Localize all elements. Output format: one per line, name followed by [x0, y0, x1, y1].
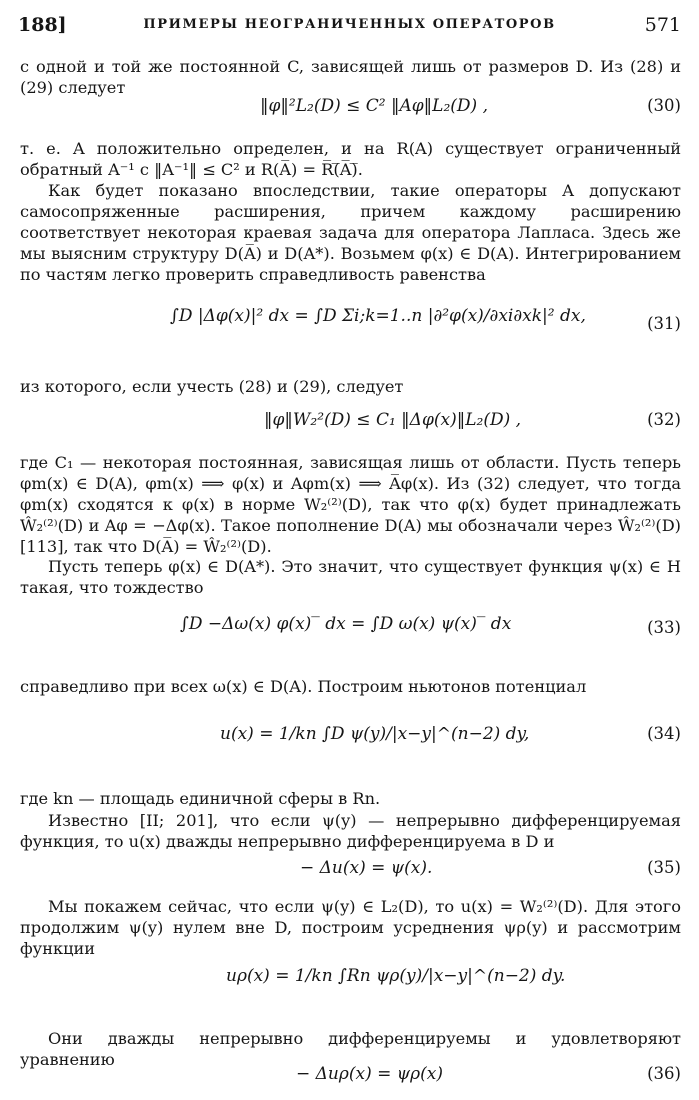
equation-formula: [300, 858, 432, 878]
formula-text: − Δu(x) = ψ(x).: [300, 858, 433, 878]
equation-31: [20, 292, 681, 364]
equation-formula: [170, 306, 586, 326]
paragraph-7: [20, 676, 681, 697]
paragraph-4: [20, 376, 681, 397]
equation-formula: [296, 1064, 443, 1084]
paragraph-9: [20, 810, 681, 852]
section-number: 188]: [18, 14, 67, 36]
paragraph-3: [20, 180, 681, 285]
equation-34: [20, 708, 681, 770]
formula-text: uρ(x) = 1/kn ∫Rn ψρ(y)/|x−y|^(n−2) dy.: [226, 966, 566, 986]
equation-formula: [220, 724, 529, 744]
equation-35: [20, 858, 681, 884]
equation-36: [20, 1064, 681, 1090]
equation-number: (30): [647, 96, 681, 115]
paragraph-text: где C₁ — некоторая постоянная, зависящая лишь от области. Пусть теперь φm(x) ∈ D(A), φm(x) ⟹ φ(x) и Aφm(x) ⟹ A̅φ(x). Из (32) следует, что тогда φm(x) сходятся к φ(x) в норме W₂⁽²⁾(D), так что φ(x) будет принадлежать Ŵ₂⁽²⁾(D) и Aφ = −Δφ(x). Такое пополнение D(A) мы обозначали через Ŵ₂⁽²⁾(D) [113], так что D(A̅) = Ŵ₂⁽²⁾(D).: [20, 453, 681, 556]
equation-number: (34): [647, 724, 681, 743]
paragraph-8: [20, 788, 681, 809]
paragraph-6: [20, 556, 681, 598]
formula-text: ∫D −Δω(x) φ(x)‾ dx = ∫D ω(x) ψ(x)‾ dx: [180, 614, 512, 634]
paragraph-2: [20, 138, 681, 180]
paragraph-text: Они дважды непрерывно дифференцируемы и удовлетворяют уравнению: [20, 1029, 681, 1069]
paragraph-text: из которого, если учесть (28) и (29), следует: [20, 377, 404, 396]
page-number: 571: [644, 14, 681, 36]
equation-number: (36): [647, 1064, 681, 1083]
equation-formula: [226, 966, 565, 986]
paragraph-text: Пусть теперь φ(x) ∈ D(A*). Это значит, что существует функция ψ(x) ∈ H такая, что тождество: [20, 557, 681, 597]
formula-text: ‖φ‖W₂²(D) ≤ C₁ ‖Δφ(x)‖L₂(D) ,: [264, 410, 522, 430]
equation-formula: [260, 96, 488, 116]
equation-number: (31): [647, 314, 681, 333]
equation-formula: [264, 410, 521, 430]
formula-text: ∫D |Δφ(x)|² dx = ∫D Σi;k=1..n |∂²φ(x)/∂xi∂xk|² dx,: [170, 306, 586, 326]
equation-32: [20, 410, 681, 440]
equation-number: (32): [647, 410, 681, 429]
paragraph-5: [20, 452, 681, 557]
page-header: [18, 14, 681, 38]
paragraph-text: Мы покажем сейчас, что если ψ(y) ∈ L₂(D), то u(x) = W₂⁽²⁾(D). Для этого продолжим ψ(y) нулем вне D, построим усреднения ψρ(y) и рассмотрим функции: [20, 897, 681, 958]
paragraph-text: Известно [II; 201], что если ψ(y) — непрерывно дифференцируемая функция, то u(x) дважды непрерывно дифференцируема в D и: [20, 811, 681, 851]
paragraph-10: [20, 896, 681, 959]
paragraph-text: т. е. A положительно определен, и на R(A) существует ограниченный обратный A⁻¹ с ‖A⁻¹‖ ≤ C² и R(A̅) = R̅(̅A̅)̅.: [20, 139, 681, 179]
equation-formula: [180, 614, 511, 634]
equation-u-rho: [20, 954, 681, 1014]
equation-30: [20, 96, 681, 122]
running-title: ПРИМЕРЫ НЕОГРАНИЧЕННЫХ ОПЕРАТОРОВ: [143, 17, 556, 32]
formula-text: − Δuρ(x) = ψρ(x): [296, 1064, 443, 1084]
formula-text: u(x) = 1/kn ∫D ψ(y)/|x−y|^(n−2) dy,: [220, 724, 530, 744]
paragraph-text: где kn — площадь единичной сферы в Rn.: [20, 789, 381, 808]
paragraph-text: с одной и той же постоянной C, зависящей лишь от размеров D. Из (28) и (29) следует: [20, 57, 681, 97]
equation-33: [20, 600, 681, 662]
equation-number: (35): [647, 858, 681, 877]
equation-number: (33): [647, 618, 681, 637]
paragraph-text: справедливо при всех ω(x) ∈ D(A). Построим ньютонов потенциал: [20, 677, 587, 696]
paragraph-1: [20, 56, 681, 98]
paragraph-text: Как будет показано впоследствии, такие операторы A допускают самосопряженные расширения, причем каждому расширению соответствует некоторая краевая задача для оператора Лапласа. Здесь же мы выясним структуру D(A̅) и D(A*). Возьмем φ(x) ∈ D(A). Интегрированием по частям легко проверить справедливость равенства: [20, 181, 681, 284]
formula-text: ‖φ‖²L₂(D) ≤ C² ‖Aφ‖L₂(D) ,: [260, 96, 488, 116]
